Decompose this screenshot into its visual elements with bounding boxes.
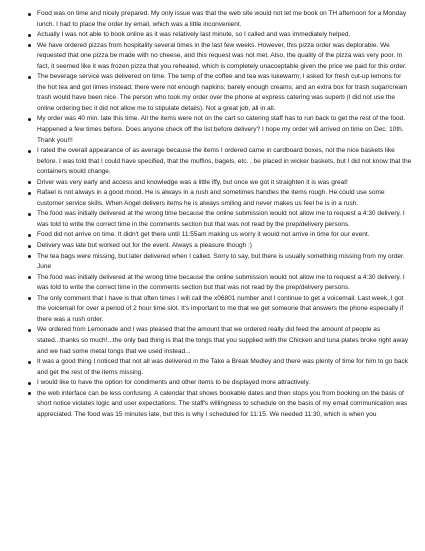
feedback-text: I would like to have the option for condiments and other items to be displayed more attractively. xyxy=(37,379,311,387)
bullet-icon xyxy=(28,150,31,153)
feedback-text: The food was initially delivered at the wrong time because the online submission would not allow me to request a 4:30 delivery. I was told to write the correct time in the comments section but that was not read by the prep/delivery persons. xyxy=(37,210,405,228)
bullet-icon xyxy=(28,276,31,279)
bullet-icon xyxy=(28,118,31,121)
feedback-item xyxy=(28,357,412,378)
feedback-text: It was a good thing I noticed that not all was delivered in the Take a Break Medley and there was plenty of time for him to go back and get the rest of the items missing. xyxy=(37,358,408,376)
feedback-text: Delivery was late but worked out for the event. Always a pleasure though :) xyxy=(37,242,252,250)
feedback-item xyxy=(28,273,412,294)
bullet-icon xyxy=(28,361,31,364)
feedback-list xyxy=(28,9,412,420)
bullet-icon xyxy=(28,181,31,184)
bullet-icon xyxy=(28,213,31,216)
feedback-text: The food was initially delivered at the wrong time because the online submission would not allow me to request a 4:30 delivery. I was told to write the correct time in the comments section but that was not read by the prep/delivery persons. xyxy=(37,273,405,292)
bullet-icon xyxy=(28,13,31,16)
feedback-text: Food was on time and nicely prepared. My only issue was that the web site would not let me book on TH afternoon for a Monday lunch. I had to place the order by email, which was a little inconvenient. xyxy=(37,10,407,28)
feedback-text: We have ordered pizzas from hospitality several times in the last few weeks. However, this pizza order was deplorable. We requested that one pizza be made with no cheese, and this request was not met. Also, the quality of the pizza was very poor. In fact, it seemed like it was frozen pizza that you reheated, which is completely unacceptable given the price we paid for this order. xyxy=(37,41,407,70)
feedback-item xyxy=(28,72,412,114)
bullet-icon xyxy=(28,44,31,47)
feedback-text: The beverage service was delivered on time. The temp of the coffee and tea was lukewarm; I asked for fresh cut-up lemons for the hot tea and got limes instead; there were not enough napkins; barely enough creams; and an extra box for trash sugar/cream trash would have been nice. The person who took my order over the phone at express catering was superb (I did not use the online ordering bec it did not allow me to stipulate details). Not a great job, all in all. xyxy=(37,73,408,112)
feedback-text: I rated the overall appearance of as average because the items I ordered came in cardboard boxes, not the nice baskets like before. I was told that I could have specified, that the muffins, bagels, etc. , be placed in wicker baskets, but I did not know that the containers would change. xyxy=(37,147,412,176)
feedback-text: Driver was very early and access and knowledge was a little iffy, but once we got it straighten it is was great! xyxy=(37,178,348,186)
bullet-icon xyxy=(28,234,31,237)
feedback-item xyxy=(28,146,412,178)
feedback-item xyxy=(28,389,412,421)
bullet-icon xyxy=(28,76,31,79)
feedback-item xyxy=(28,9,412,30)
feedback-item xyxy=(28,41,412,73)
feedback-item xyxy=(28,178,412,189)
feedback-item xyxy=(28,241,412,252)
bullet-icon xyxy=(28,245,31,248)
feedback-text: Rafael is not always in a good mood. He is always in a rush and sometimes handles the items rough. He could use some customer service skills. When Angel delivers items he is always smiling and never makes us feel he is in a rush. xyxy=(37,189,385,207)
feedback-text: My order was 40 min. late this time. All the items were not on the cart so catering staff has to run back to get the rest of the food. Happened a few times before. Does anyone check off the list before delivery? I hope my order will arrived on time on Dec. 10th. Thank you!!! xyxy=(37,115,406,144)
feedback-text: Actually I was not able to book online as it was relatively last minute, so I called and was immediately helped. xyxy=(37,31,351,39)
bullet-icon xyxy=(28,192,31,195)
feedback-text: The tea bags were missing, but later delivered when I called. Sorry to say, but there is usually something missing from my order. June xyxy=(37,252,405,271)
feedback-item xyxy=(28,188,412,209)
bullet-icon xyxy=(28,382,31,385)
feedback-item xyxy=(28,209,412,230)
feedback-item xyxy=(28,230,412,241)
feedback-item xyxy=(28,30,412,41)
feedback-item xyxy=(28,325,412,357)
bullet-icon xyxy=(28,297,31,300)
bullet-icon xyxy=(28,329,31,332)
bullet-icon xyxy=(28,255,31,258)
feedback-text: the web interface can be less confusing. A calendar that shows bookable dates and then stops you from booking on the basis of short notice violates logic and user expectations. The staff's willingness to schedule on the basis of my email communication was appreciated. The food was 15 minutes late, but this is why I scheduled for 11:15. We needed 11:30, which is when you xyxy=(37,389,408,418)
bullet-icon xyxy=(28,392,31,395)
feedback-text: We ordered from Lemonade and I was pleased that the amount that we ordered really did feed the amount of people as stated...thanks so much!...the only bad thing is that the tongs that you supplied with the Chicken and tuna plates broke right away and we had some metal tongs that we used instead... xyxy=(37,326,409,355)
feedback-item xyxy=(28,294,412,326)
feedback-item xyxy=(28,114,412,146)
feedback-text: The only comment that I have is that often times I will call the x06801 number and I continue to get a voicemail. Last week, I got the voicemail for over a period of 2 hour time slot. It's important to me that we get someone that answers the phone especially if there was a rush order. xyxy=(37,294,404,323)
feedback-item xyxy=(28,378,412,389)
feedback-item xyxy=(28,252,412,273)
feedback-text: Food did not arrive on time. It didn't get there until 11:55am making us worry it would not arrive in time for our event. xyxy=(37,231,370,239)
bullet-icon xyxy=(28,34,31,37)
